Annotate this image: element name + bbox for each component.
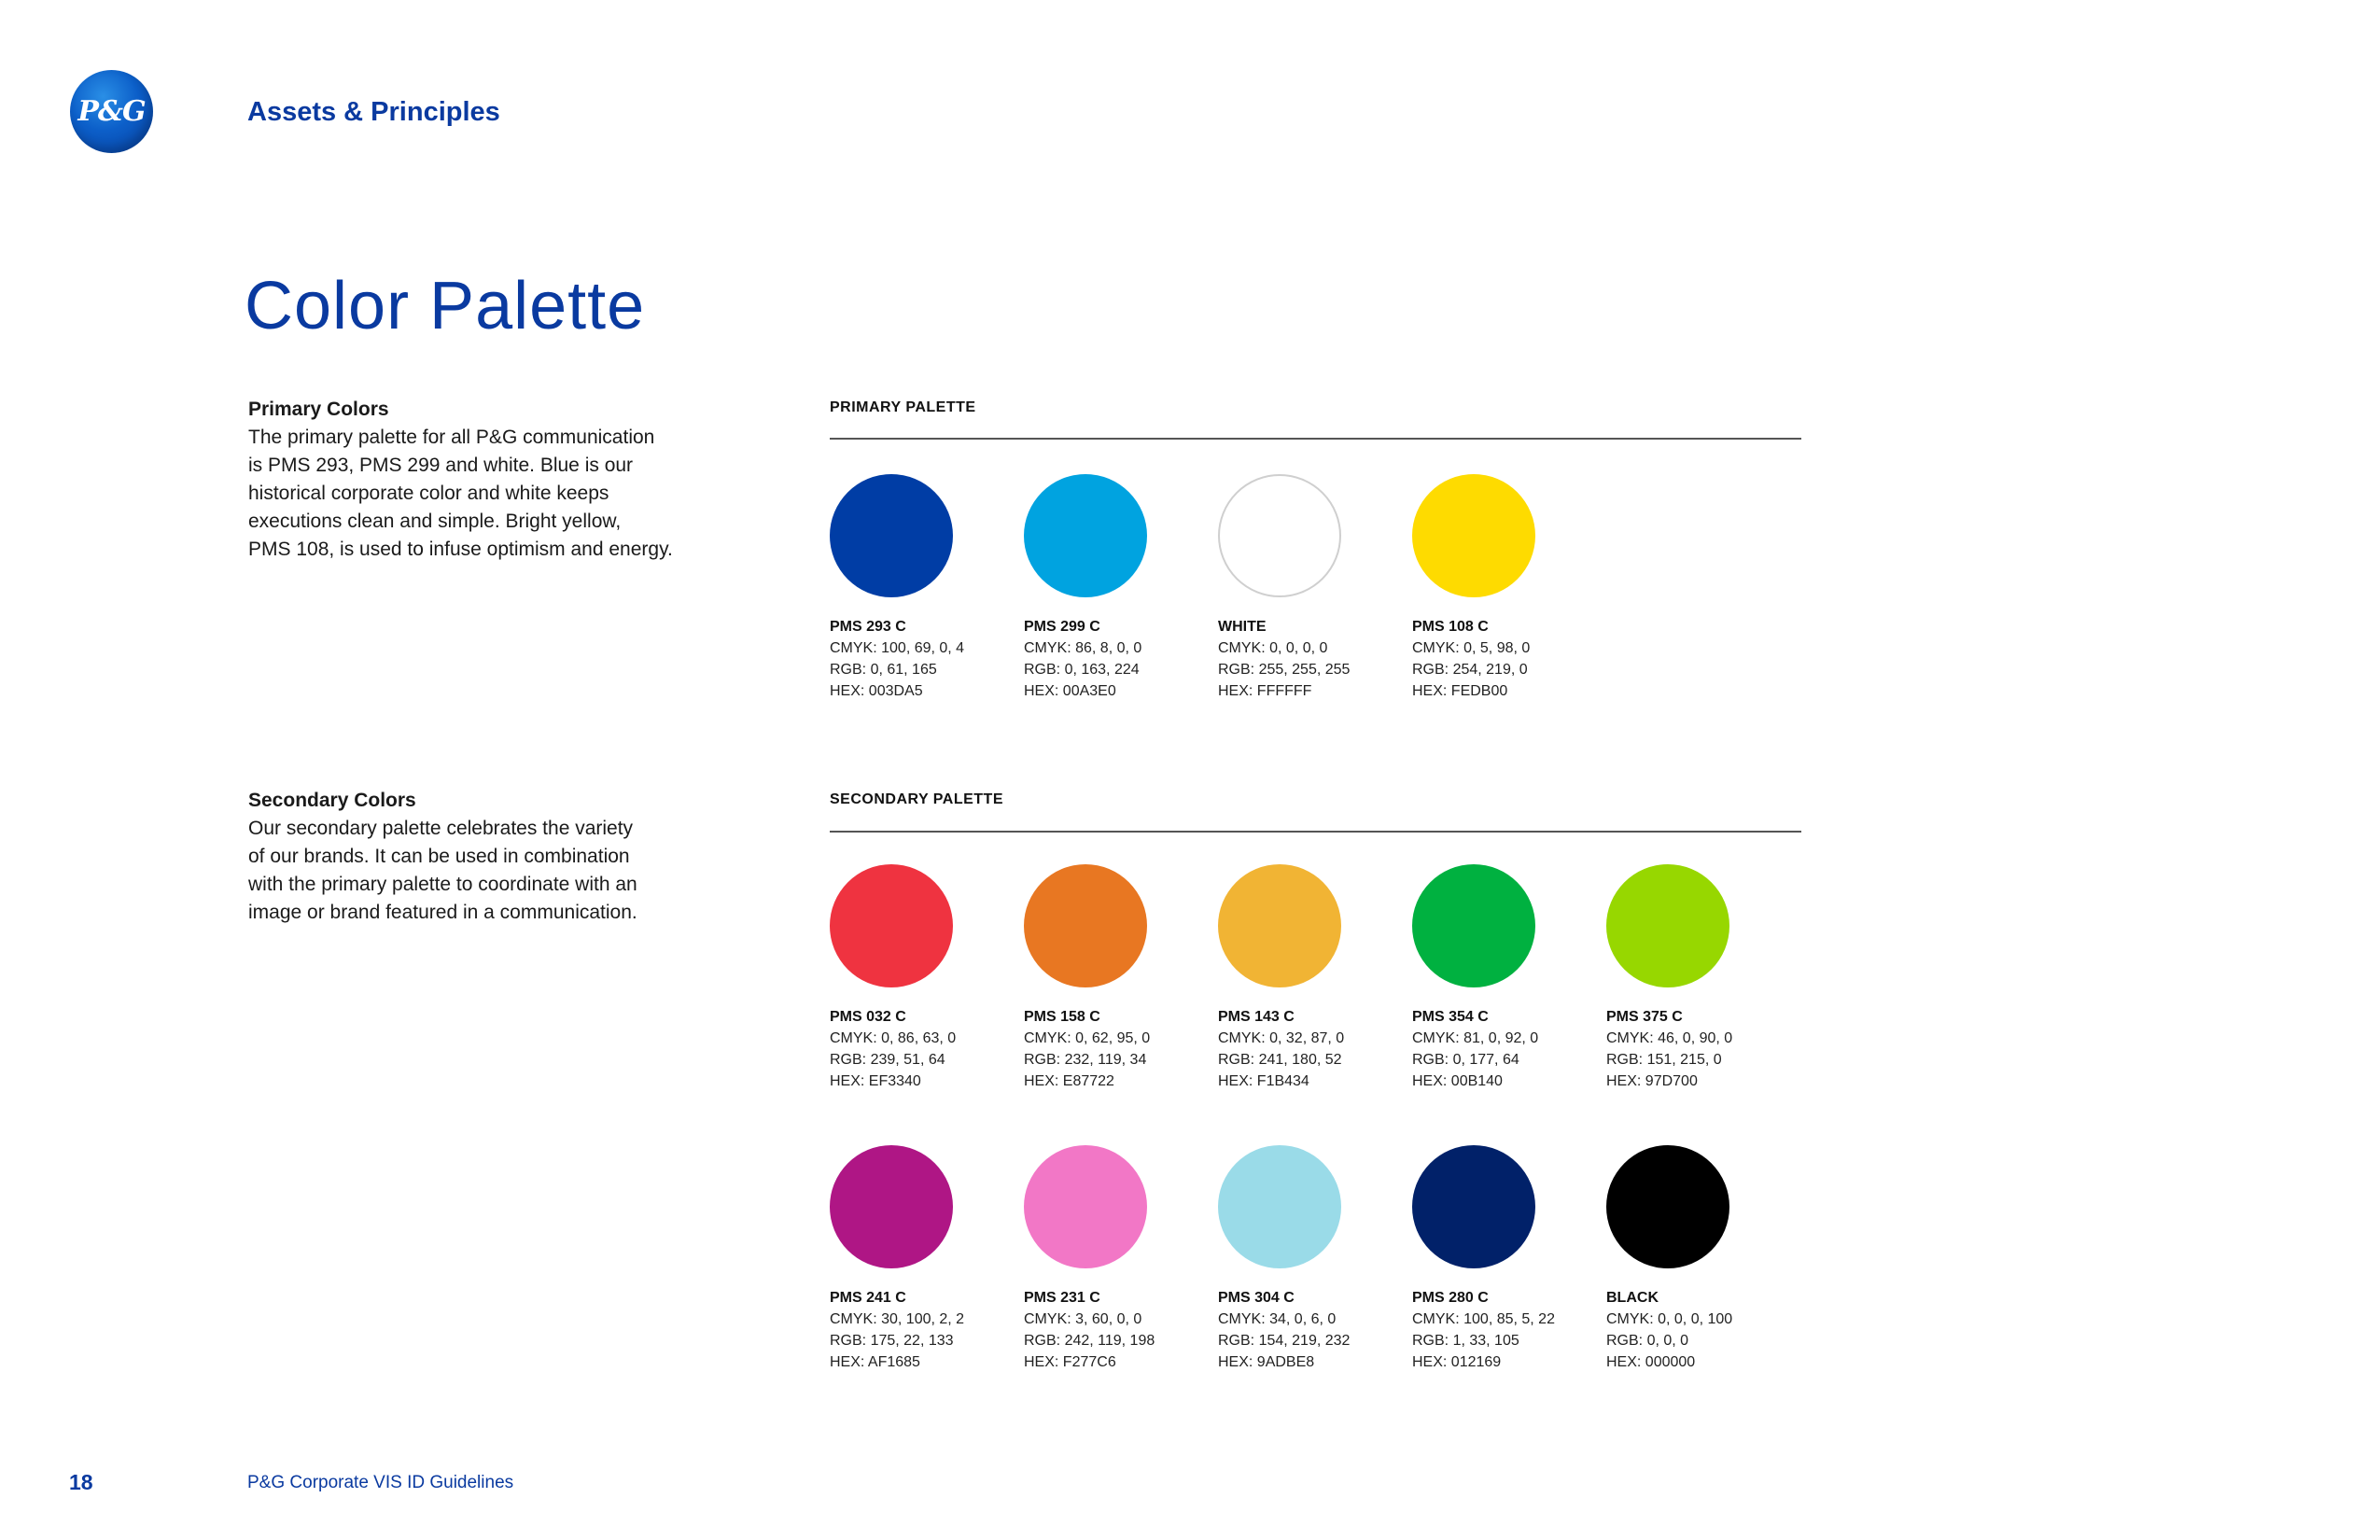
swatch-rgb: RGB: 254, 219, 0: [1412, 662, 1528, 678]
secondary-swatch-row-2: [830, 1145, 1800, 1373]
secondary-desc-line: of our brands. It can be used in combination: [248, 846, 630, 867]
swatch-name: PMS 293 C: [830, 619, 906, 635]
swatch-name: PMS 304 C: [1218, 1290, 1295, 1306]
color-circle: [830, 864, 953, 987]
swatch-name: PMS 158 C: [1024, 1009, 1100, 1025]
color-circle: [1218, 864, 1341, 987]
color-circle: [1412, 1145, 1535, 1268]
color-circle: [1024, 1145, 1147, 1268]
page-number: 18: [69, 1470, 93, 1494]
secondary-desc-line: image or brand featured in a communication.: [248, 902, 637, 923]
secondary-palette-label: SECONDARY PALETTE: [830, 791, 1003, 807]
primary-desc-line: The primary palette for all P&G communication: [248, 427, 655, 448]
swatch-info: [1024, 1287, 1218, 1373]
swatch-rgb: RGB: 0, 0, 0: [1606, 1333, 1689, 1349]
swatch-rgb: RGB: 1, 33, 105: [1412, 1333, 1519, 1349]
swatch-pms-143: [1218, 864, 1412, 1092]
swatch-hex: HEX: 000000: [1606, 1354, 1696, 1370]
secondary-desc-line: with the primary palette to coordinate with an: [248, 874, 637, 895]
swatch-name: PMS 280 C: [1412, 1290, 1489, 1306]
swatch-name: PMS 241 C: [830, 1290, 906, 1306]
swatch-name: PMS 299 C: [1024, 619, 1100, 635]
secondary-colors-description: [248, 787, 734, 927]
swatch-name: PMS 032 C: [830, 1009, 906, 1025]
primary-desc-line: historical corporate color and white keeps: [248, 483, 609, 504]
swatch-info: [1606, 1287, 1800, 1373]
swatch-pms-280: [1412, 1145, 1606, 1373]
swatch-pms-158: [1024, 864, 1218, 1092]
swatch-rgb: RGB: 154, 219, 232: [1218, 1333, 1351, 1349]
swatch-rgb: RGB: 175, 22, 133: [830, 1333, 954, 1349]
swatch-rgb: RGB: 0, 177, 64: [1412, 1052, 1519, 1068]
secondary-swatch-row-1: [830, 864, 1800, 1092]
swatch-hex: HEX: F277C6: [1024, 1354, 1116, 1370]
secondary-palette-divider: [830, 831, 1801, 833]
primary-palette-divider: [830, 438, 1801, 440]
swatch-pms-354: [1412, 864, 1606, 1092]
swatch-cmyk: CMYK: 81, 0, 92, 0: [1412, 1030, 1539, 1046]
swatch-cmyk: CMYK: 86, 8, 0, 0: [1024, 640, 1142, 656]
swatch-name: BLACK: [1606, 1290, 1659, 1306]
color-circle: [1218, 474, 1341, 597]
swatch-hex: HEX: 00A3E0: [1024, 683, 1116, 699]
color-circle: [830, 1145, 953, 1268]
swatch-pms-375: [1606, 864, 1800, 1092]
swatch-cmyk: CMYK: 0, 62, 95, 0: [1024, 1030, 1151, 1046]
swatch-info: [1218, 616, 1412, 702]
pg-logo-text: P&G: [77, 95, 146, 128]
swatch-rgb: RGB: 255, 255, 255: [1218, 662, 1351, 678]
primary-desc-line: is PMS 293, PMS 299 and white. Blue is our: [248, 455, 634, 476]
swatch-cmyk: CMYK: 0, 86, 63, 0: [830, 1030, 957, 1046]
swatch-rgb: RGB: 0, 163, 224: [1024, 662, 1140, 678]
swatch-pms-108: [1412, 474, 1606, 702]
swatch-hex: HEX: 00B140: [1412, 1073, 1503, 1089]
swatch-rgb: RGB: 242, 119, 198: [1024, 1333, 1155, 1349]
swatch-info: [1218, 1006, 1412, 1092]
color-circle: [830, 474, 953, 597]
swatch-info: [1412, 1006, 1606, 1092]
swatch-cmyk: CMYK: 0, 0, 0, 100: [1606, 1311, 1733, 1327]
swatch-rgb: RGB: 0, 61, 165: [830, 662, 937, 678]
swatch-black: [1606, 1145, 1800, 1373]
color-circle: [1024, 864, 1147, 987]
secondary-colors-heading: Secondary Colors: [248, 790, 416, 811]
swatch-info: [1412, 1287, 1606, 1373]
page-title: Color Palette: [245, 269, 646, 343]
swatch-rgb: RGB: 239, 51, 64: [830, 1052, 945, 1068]
swatch-cmyk: CMYK: 0, 5, 98, 0: [1412, 640, 1531, 656]
primary-palette-label: PRIMARY PALETTE: [830, 399, 976, 415]
swatch-info: [830, 616, 1024, 702]
color-circle: [1412, 864, 1535, 987]
swatch-pms-304: [1218, 1145, 1412, 1373]
swatch-name: PMS 375 C: [1606, 1009, 1683, 1025]
swatch-pms-231: [1024, 1145, 1218, 1373]
swatch-info: [1024, 616, 1218, 702]
color-circle: [1606, 864, 1729, 987]
document-title: P&G Corporate VIS ID Guidelines: [247, 1473, 514, 1492]
swatch-hex: HEX: 003DA5: [830, 683, 923, 699]
color-circle: [1218, 1145, 1341, 1268]
swatch-cmyk: CMYK: 34, 0, 6, 0: [1218, 1311, 1337, 1327]
swatch-hex: HEX: FEDB00: [1412, 683, 1508, 699]
swatch-hex: HEX: E87722: [1024, 1073, 1114, 1089]
swatch-cmyk: CMYK: 46, 0, 90, 0: [1606, 1030, 1733, 1046]
primary-desc-line: executions clean and simple. Bright yellow,: [248, 511, 622, 532]
swatch-info: [830, 1287, 1024, 1373]
swatch-hex: HEX: 97D700: [1606, 1073, 1698, 1089]
swatch-cmyk: CMYK: 30, 100, 2, 2: [830, 1311, 965, 1327]
primary-colors-description: [248, 396, 734, 564]
swatch-name: PMS 231 C: [1024, 1290, 1100, 1306]
swatch-pms-293: [830, 474, 1024, 702]
swatch-cmyk: CMYK: 0, 0, 0, 0: [1218, 640, 1328, 656]
primary-colors-heading: Primary Colors: [248, 399, 389, 420]
swatch-pms-032: [830, 864, 1024, 1092]
swatch-rgb: RGB: 241, 180, 52: [1218, 1052, 1342, 1068]
swatch-cmyk: CMYK: 3, 60, 0, 0: [1024, 1311, 1142, 1327]
swatch-pms-299: [1024, 474, 1218, 702]
swatch-white: [1218, 474, 1412, 702]
primary-desc-line: PMS 108, is used to infuse optimism and energy.: [248, 539, 673, 560]
swatch-info: [1606, 1006, 1800, 1092]
swatch-hex: HEX: F1B434: [1218, 1073, 1309, 1089]
swatch-rgb: RGB: 151, 215, 0: [1606, 1052, 1722, 1068]
color-circle: [1606, 1145, 1729, 1268]
pg-logo: [70, 70, 153, 153]
section-title: Assets & Principles: [247, 97, 500, 127]
swatch-hex: HEX: 9ADBE8: [1218, 1354, 1315, 1370]
swatch-name: PMS 108 C: [1412, 619, 1489, 635]
swatch-info: [1218, 1287, 1412, 1373]
color-circle: [1024, 474, 1147, 597]
swatch-name: PMS 143 C: [1218, 1009, 1295, 1025]
swatch-name: WHITE: [1218, 619, 1267, 635]
swatch-pms-241: [830, 1145, 1024, 1373]
swatch-cmyk: CMYK: 0, 32, 87, 0: [1218, 1030, 1345, 1046]
swatch-info: [830, 1006, 1024, 1092]
swatch-name: PMS 354 C: [1412, 1009, 1489, 1025]
swatch-rgb: RGB: 232, 119, 34: [1024, 1052, 1147, 1068]
swatch-hex: HEX: FFFFFF: [1218, 683, 1312, 699]
primary-swatch-row: [830, 474, 1606, 702]
color-circle: [1412, 474, 1535, 597]
secondary-desc-line: Our secondary palette celebrates the variety: [248, 818, 634, 839]
swatch-hex: HEX: EF3340: [830, 1073, 921, 1089]
swatch-cmyk: CMYK: 100, 69, 0, 4: [830, 640, 965, 656]
swatch-info: [1412, 616, 1606, 702]
swatch-cmyk: CMYK: 100, 85, 5, 22: [1412, 1311, 1555, 1327]
swatch-hex: HEX: 012169: [1412, 1354, 1502, 1370]
swatch-hex: HEX: AF1685: [830, 1354, 920, 1370]
swatch-info: [1024, 1006, 1218, 1092]
